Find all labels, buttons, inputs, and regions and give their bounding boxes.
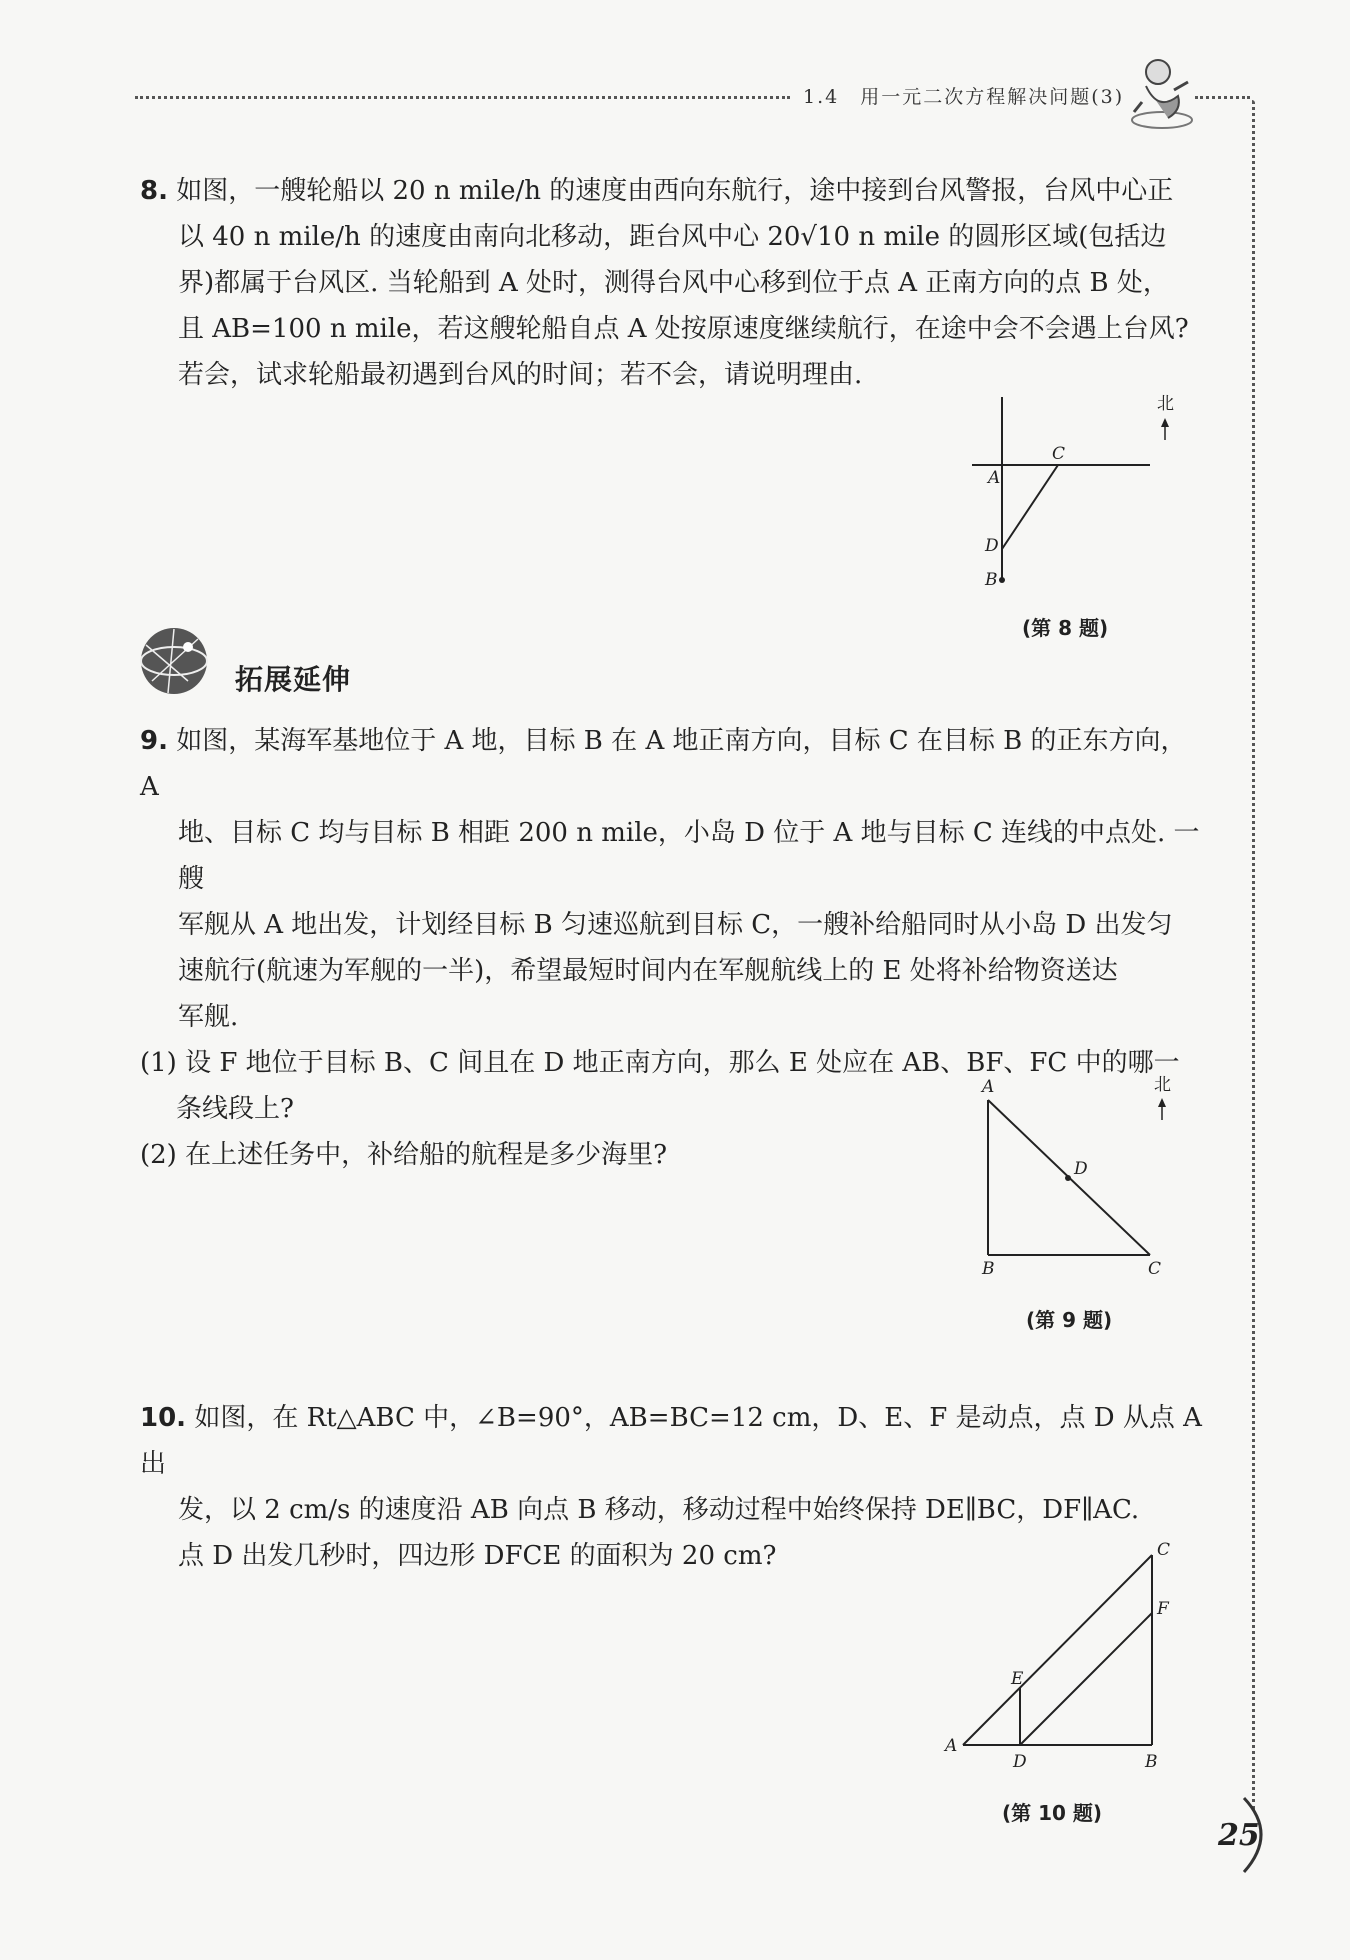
point-label-d: D: [1074, 1159, 1088, 1179]
question-line: 若会，试求轮船最初遇到台风的时间；若不会，请说明理由.: [178, 360, 863, 390]
question-line: 如图，在 Rt△ABC 中，∠B=90°，AB=BC=12 cm，D、E、F 是动点，点 D 从点 A 出: [140, 1403, 1202, 1479]
figure-q8: [960, 385, 1190, 635]
question-line: 发，以 2 cm/s 的速度沿 AB 向点 B 移动，移动过程中始终保持 DE∥BC，DF∥AC.: [178, 1495, 1140, 1525]
point-label-a: A: [982, 1077, 995, 1097]
question-line: 且 AB=100 n mile，若这艘轮船自点 A 处按原速度继续航行，在途中会不会遇上台风?: [178, 314, 1189, 344]
globe-icon: [138, 625, 210, 697]
point-label-e: E: [1011, 1669, 1024, 1689]
question-line: 军舰.: [178, 1002, 239, 1032]
header-rule-right: [1195, 96, 1250, 99]
sub-question-line: 条线段上?: [176, 1094, 294, 1124]
question-8: [140, 168, 1202, 398]
figure-caption: (第 10 题): [1002, 1801, 1103, 1825]
mascot-icon: [1122, 52, 1200, 132]
point-label-a: A: [988, 468, 1001, 488]
north-label: 北: [1154, 1075, 1171, 1095]
figure-q9: [960, 1070, 1190, 1280]
header-rule: [135, 96, 790, 99]
header-section-title: 1.4 用一元二次方程解决问题(3): [803, 86, 1125, 108]
question-line: 速航行(航速为军舰的一半)，希望最短时间内在军舰航线上的 E 处将补给物资送达: [178, 956, 1118, 986]
sub-question-2: (2) 在上述任务中，补给船的航程是多少海里?: [140, 1140, 668, 1170]
figure-caption: (第 8 题): [1022, 616, 1109, 640]
question-line: 点 D 出发几秒时，四边形 DFCE 的面积为 20 cm?: [178, 1541, 777, 1571]
question-line: 如图，一艘轮船以 20 n mile/h 的速度由西向东航行，途中接到台风警报，台风中心正: [176, 176, 1174, 206]
question-line: 界)都属于台风区. 当轮船到 A 处时，测得台风中心移到位于点 A 正南方向的点 B 处，: [178, 268, 1169, 298]
question-line: 军舰从 A 地出发，计划经目标 B 匀速巡航到目标 C，一艘补给船同时从小岛 D 出发匀: [178, 910, 1173, 940]
section-title: 拓展延伸: [235, 663, 352, 696]
question-line: 地、目标 C 均与目标 B 相距 200 n mile，小岛 D 位于 A 地与目标 C 连线的中点处. 一艘: [178, 818, 1200, 894]
question-number: 9.: [140, 726, 168, 756]
point-label-b: B: [982, 1259, 995, 1279]
figure-caption: (第 9 题): [1026, 1308, 1113, 1332]
point-label-c: C: [1157, 1540, 1171, 1560]
question-number: 10.: [140, 1403, 187, 1433]
point-label-a: A: [945, 1736, 958, 1756]
point-label-f: F: [1157, 1599, 1169, 1619]
point-label-c: C: [1052, 444, 1066, 464]
question-number: 8.: [140, 176, 168, 206]
point-label-b: B: [1145, 1752, 1158, 1772]
point-label-d: D: [1013, 1752, 1027, 1772]
question-line: 以 40 n mile/h 的速度由南向北移动，距台风中心 20√10 n mile 的圆形区域(包括边: [178, 222, 1167, 252]
page-number: 25: [1218, 1818, 1260, 1853]
north-label: 北: [1157, 394, 1174, 414]
side-rule: [1252, 100, 1255, 1810]
question-line: 如图，某海军基地位于 A 地，目标 B 在 A 地正南方向，目标 C 在目标 B 的正东方向，A: [140, 726, 1187, 802]
point-label-d: D: [985, 536, 999, 556]
sub-question-line: (1) 设 F 地位于目标 B、C 间且在 D 地正南方向，那么 E 处应在 AB、BF、FC 中的哪一: [140, 1048, 1180, 1078]
point-label-b: B: [985, 570, 998, 590]
point-label-c: C: [1148, 1259, 1162, 1279]
figure-q10: [935, 1535, 1175, 1775]
